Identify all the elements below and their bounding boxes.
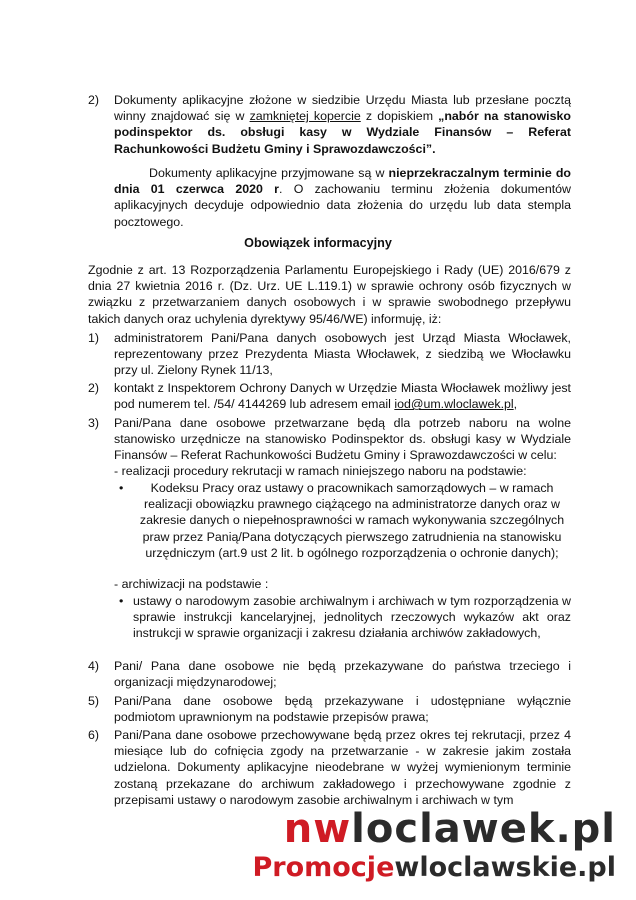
list-number: 2) [88, 381, 100, 395]
watermark-text: nw [283, 806, 352, 852]
intro-paragraph [88, 262, 571, 327]
list-item-1 [88, 330, 571, 379]
list-item-2 [88, 92, 571, 157]
text-run: , [513, 397, 518, 412]
list-number: 1) [88, 331, 100, 345]
list-item-6 [88, 727, 571, 808]
section-heading: Obowiązek informacyjny [244, 236, 392, 250]
list-number: 4) [88, 659, 100, 673]
bullet-text: ustawy o narodowym zasobie archiwalnym i archiwach w tym rozporządzenia w sprawie instrukcji kancelaryjnej, jednolitych rzeczowych wykazów akt oraz instrukcji w sprawie organizacji i zakresu działania archiwów zakładowych, [133, 594, 571, 641]
bullet-icon: • [119, 594, 124, 608]
list-item-4 [88, 658, 571, 690]
list-item-text: Pani/Pana dane osobowe przechowywane będą przez okres tej rekrutacji, przez 4 miesiące lub do cofnięcia zgody na przetwarzanie - w zakresie jakim została udzielona. Dokumenty aplikacyjne nieodebrane w wyżej wymienionym terminie zostaną przekazane do archiwum zakładowego i przechowywane zgodnie z przepisami ustawy o narodowym zasobie archiwalnym i archiwach w tym [114, 728, 571, 807]
watermark-text: loclawek.pl [351, 806, 616, 852]
list-number: 5) [88, 694, 100, 708]
list-item-text [114, 380, 571, 412]
text-run: Dokumenty aplikacyjne złożone w siedzibie Urzędu Miasta lub przesłane pocztą winny znajdować się w [114, 93, 571, 124]
list-item-3 [88, 415, 571, 464]
list-item-5 [88, 693, 571, 725]
list-number: 3) [88, 416, 100, 430]
text-run: . O zachowaniu terminu złożenia dokumentów aplikacyjnych decyduje odpowiednio data złożenia do urzędu lub data stempla pocztowego. [114, 182, 571, 229]
underlined-text: zamkniętej kopercie [249, 109, 361, 124]
watermark-promocje [252, 852, 616, 883]
list-number: 6) [88, 728, 100, 742]
watermark-text: wloclawskie.pl [394, 852, 616, 883]
list-item-2-contact [88, 380, 571, 412]
bullet-icon: • [119, 481, 124, 495]
list-item-text: administratorem Pani/Pana danych osobowych jest Urząd Miasta Włocławek, reprezentowany przez Prezydenta Miasta Włocławek, z siedzibą we Włocławku przy ul. Zielony Rynek 11/13, [114, 331, 571, 378]
list-number: 2) [88, 93, 100, 107]
text-run: Dokumenty aplikacyjne przyjmowane są w [149, 166, 389, 180]
list-item-text: Pani/Pana dane osobowe przetwarzane będą dla potrzeb naboru na wolne stanowisko urzędnicze na stanowisko Podinspektor ds. obsługi kasy w Wydziale Finansów – Referat Rachunkowości Budżetu Gminy i Sprawozdawczości w celu: [114, 416, 571, 463]
sub-heading-archive: - archiwizacji na podstawie : [114, 577, 269, 591]
bold-text: „nabór na stanowisko podinspektor ds. obsługi kasy w Wydziale Finansów – Referat Rachunkowości Budżetu Gminy i Sprawozdawczości”. [114, 109, 571, 156]
list-item-text: Pani/ Pana dane osobowe nie będą przekazywane do państwa trzeciego i organizacji międzynarodowej; [114, 659, 571, 690]
list-item-text: Pani/Pana dane osobowe będą przekazywane i udostępniane wyłącznie podmiotom uprawnionym na podstawie przepisów prawa; [114, 694, 571, 725]
sub-heading-recruitment: - realizacji procedury rekrutacji w ramach niniejszego naboru na podstawie: [114, 464, 527, 478]
text-run: Zgodnie z art. 13 Rozporządzenia Parlamentu Europejskiego i Rady (UE) 2016/679 z dnia 27 kwietnia 2016 r. (Dz. Urz. UE L.119.1) w sprawie ochrony osób fizycznych w związku z przetwarzaniem danych osobowych i w sprawie swobodnego przepływu takich danych oraz uchylenia dyrektywy 95/46/WE) informuję, iż: [88, 263, 571, 326]
list-item-text [114, 92, 571, 157]
text-run: z dopiskiem [360, 109, 439, 124]
bullet-text: Kodeksu Pracy oraz ustawy o pracownikach samorządowych – w ramach realizacji obowiązku prawnego ciążącego na administratorze danych oraz w zakresie danych o niepełnosprawności w ramach wykonywania szczególnych praw przez Panią/Pana dotyczących pierwszego zatrudnienia na stanowisku urzędniczym (art.9 ust 2 lit. b ogólnego rozporządzenia o ochronie danych); [139, 481, 565, 560]
watermark-text: Promocje [252, 852, 395, 883]
text-run: kontakt z Inspektorem Ochrony Danych w Urzędzie Miasta Włocławek możliwy jest pod numerem tel. /54/ 4144269 lub adresem email [114, 381, 571, 412]
watermark-nwloclawek [284, 806, 616, 852]
bullet-item-1 [114, 480, 571, 561]
email-link[interactable]: iod@um.wloclawek.pl [394, 397, 514, 412]
deadline-paragraph [114, 165, 571, 230]
bold-text: nieprzekraczalnym terminie do dnia 01 czerwca 2020 r [114, 166, 571, 197]
bullet-item-2 [114, 593, 571, 642]
